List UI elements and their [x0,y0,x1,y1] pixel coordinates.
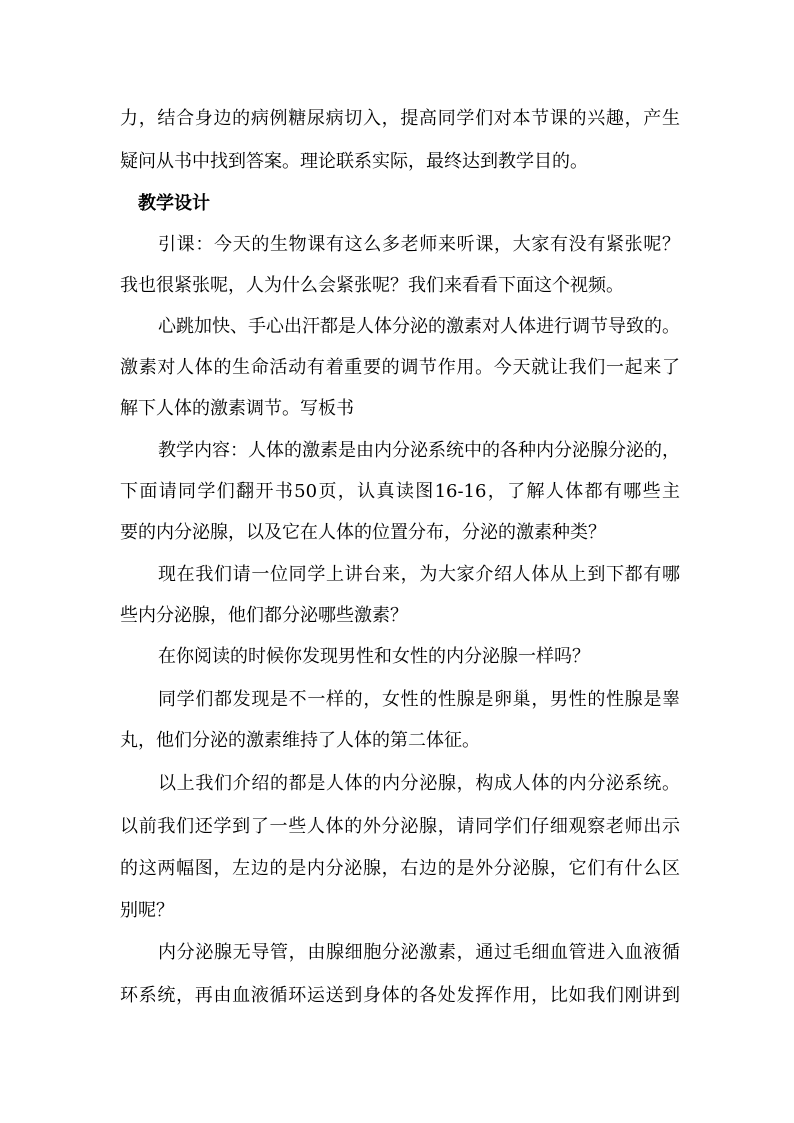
paragraph-line: 别呢？ [120,900,174,921]
paragraph-line: 以上我们介绍的都是人体的内分泌腺，构成人体的内分泌系统。 [158,773,680,794]
paragraph-line: 内分泌腺无导管，由腺细胞分泌激素，通过毛细血管进入血液循 [158,942,680,963]
paragraph-line: 激素对人体的生命活动有着重要的调节作用。今天就让我们一起来了 [120,357,680,378]
paragraph-line: 引课：今天的生物课有这么多老师来听课，大家有没有紧张呢？ [158,234,680,255]
paragraph-line: 的这两幅图，左边的是内分泌腺，右边的是外分泌腺，它们有什么区 [120,858,680,879]
paragraph-line: 以前我们还学到了一些人体的外分泌腺，请同学们仔细观察老师出示 [120,816,680,837]
paragraph-line: 教学内容：人体的激素是由内分泌系统中的各种内分泌腺分泌的， [158,440,680,461]
paragraph-line: 解下人体的激素调节。写板书 [120,398,354,419]
paragraph-line: 丸，他们分泌的激素维持了人体的第二体征。 [120,730,480,751]
paragraph-line: 环系统，再由血液循环运送到身体的各处发挥作用，比如我们刚讲到 [120,985,680,1006]
paragraph-line: 在你阅读的时候你发现男性和女性的内分泌腺一样吗？ [158,646,590,667]
paragraph-line: 心跳加快、手心出汗都是人体分泌的激素对人体进行调节导致的。 [158,316,680,337]
paragraph-line: 我也很紧张呢，人为什么会紧张呢？我们来看看下面这个视频。 [120,275,624,296]
paragraph-line: 下面请同学们翻开书50页，认真读图16-16，了解人体都有哪些主 [120,481,680,502]
paragraph-line: 现在我们请一位同学上讲台来，为大家介绍人体从上到下都有哪 [158,564,680,585]
paragraph-line: 同学们都发现是不一样的，女性的性腺是卵巢，男性的性腺是睾 [158,689,680,710]
paragraph-line: 要的内分泌腺，以及它在人体的位置分布，分泌的激素种类？ [120,522,606,543]
section-heading: 教学设计 [138,193,210,214]
paragraph-line: 些内分泌腺，他们都分泌哪些激素？ [120,605,408,626]
paragraph-line: 力，结合身边的病例糖尿病切入，提高同学们对本节课的兴趣，产生 [120,108,680,129]
paragraph-line: 疑问从书中找到答案。理论联系实际，最终达到教学目的。 [120,151,588,172]
